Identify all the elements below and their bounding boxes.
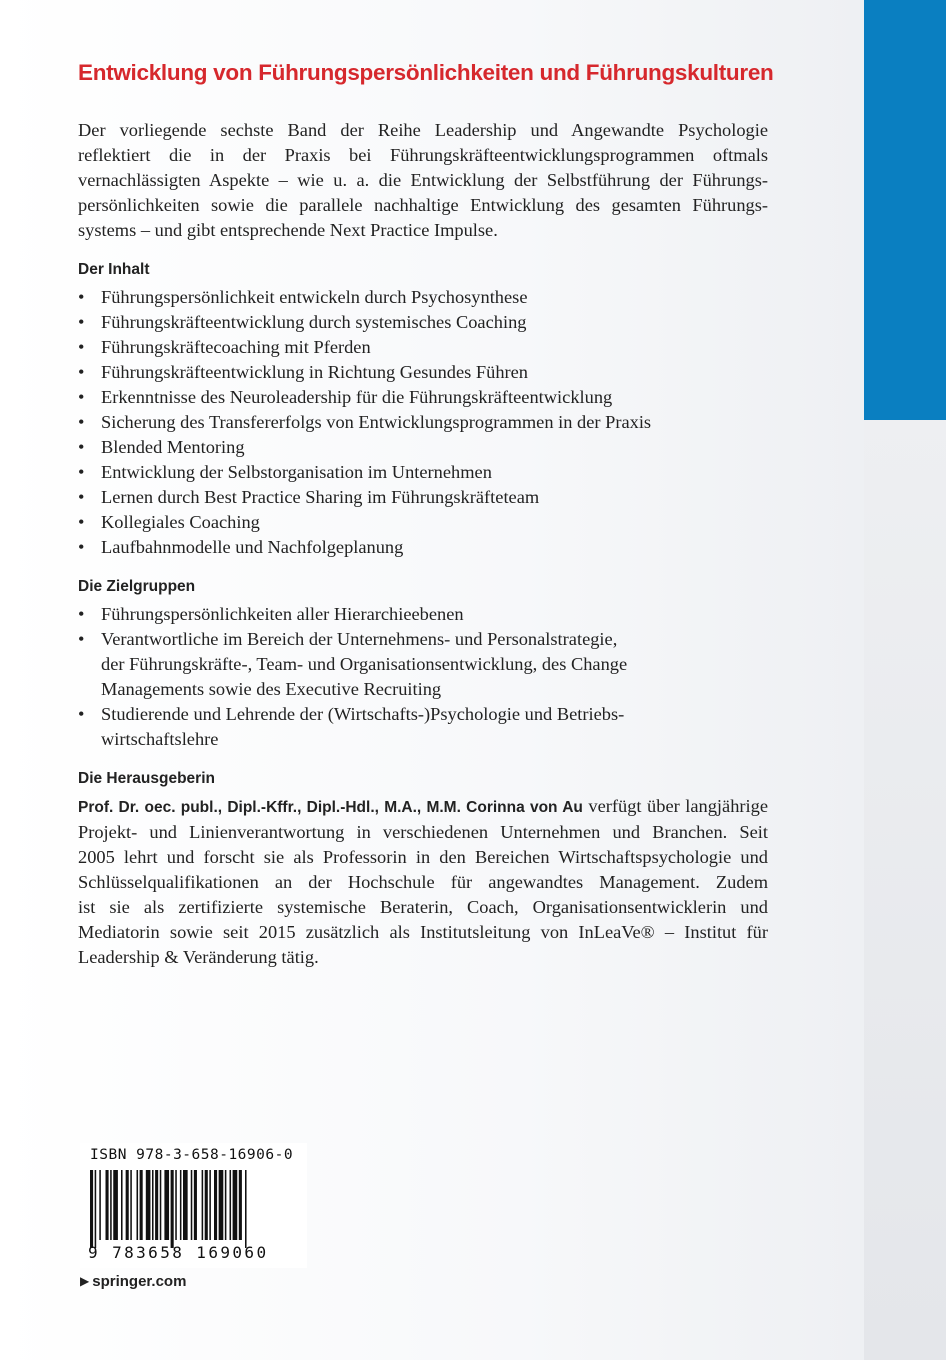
isbn-label: ISBN 978-3-658-16906-0 bbox=[90, 1147, 294, 1163]
barcode-bar bbox=[106, 1170, 109, 1240]
barcode-bar bbox=[233, 1170, 238, 1240]
list-item: • Führungspersönlichkeiten aller Hierarchieebenen bbox=[78, 604, 464, 624]
barcode-bar bbox=[191, 1170, 193, 1240]
zielgruppen-list bbox=[78, 602, 768, 752]
list-item: • Studierende und Lehrende der (Wirtschafts-)Psychologie und Betriebs- wirtschaftslehre bbox=[78, 704, 625, 749]
list-item: • Blended Mentoring bbox=[78, 437, 245, 457]
barcode-bar bbox=[126, 1170, 129, 1240]
barcode-bar bbox=[239, 1170, 242, 1240]
barcode-bar bbox=[155, 1170, 158, 1240]
barcode-bar bbox=[164, 1170, 169, 1240]
barcode-bar bbox=[137, 1170, 139, 1240]
intro-line: Der vorliegende sechste Band der Reihe Leadership und Angewandte Psychologie bbox=[78, 120, 768, 140]
barcode-bar bbox=[180, 1170, 182, 1240]
editor-name: Prof. Dr. oec. publ., Dipl.-Kffr., Dipl.-Hdl., M.A., M.M. Corinna von Au bbox=[78, 799, 583, 816]
barcode-bar bbox=[245, 1170, 247, 1248]
barcode-bar bbox=[90, 1170, 93, 1248]
barcode-bar bbox=[99, 1170, 101, 1240]
list-item: • Erkenntnisse des Neuroleadership für die Führungskräfteentwicklung bbox=[78, 387, 613, 407]
section-heading-inhalt: Der Inhalt bbox=[78, 261, 150, 278]
inhalt-list bbox=[78, 285, 768, 560]
intro-line: persönlichkeiten sowie die parallele nachhaltige Entwicklung des gesamten Führungs- bbox=[78, 195, 768, 215]
intro-line: systems – und gibt entsprechende Next Practice Impulse. bbox=[78, 220, 498, 240]
side-accent-bar bbox=[864, 0, 946, 420]
barcode-bar bbox=[205, 1170, 208, 1240]
barcode-bar bbox=[95, 1170, 97, 1248]
list-item: • Lernen durch Best Practice Sharing im Führungskräfteteam bbox=[78, 487, 540, 507]
barcode-digits: 9 783658 169060 bbox=[88, 1243, 269, 1262]
bio-line: Leadership & Veränderung tätig. bbox=[78, 947, 319, 967]
barcode-bar bbox=[140, 1170, 143, 1240]
barcode-bar bbox=[146, 1170, 151, 1240]
barcode-bar bbox=[113, 1170, 118, 1240]
isbn-barcode bbox=[80, 1143, 307, 1268]
bio-line: Projekt- und Linienverantwortung in verschiedenen Unternehmen und Branchen. Seit bbox=[78, 822, 768, 842]
barcode-bar bbox=[194, 1170, 197, 1240]
publisher-url: springer.com bbox=[92, 1273, 187, 1290]
barcode-bar bbox=[230, 1170, 232, 1240]
list-item: • Führungskräfteentwicklung in Richtung Gesundes Führen bbox=[78, 362, 529, 382]
list-item: • Kollegiales Coaching bbox=[78, 512, 260, 532]
section-heading-zielgruppen: Die Zielgruppen bbox=[78, 578, 196, 595]
barcode-bar bbox=[183, 1170, 188, 1240]
bio-line: 2005 lehrt und forscht sie als Professorin in den Bereichen Wirtschaftspsychologie und bbox=[78, 847, 768, 867]
barcode-bar bbox=[219, 1170, 224, 1240]
list-item: • Entwicklung der Selbstorganisation im Unternehmen bbox=[78, 462, 492, 482]
section-heading-herausgeberin: Die Herausgeberin bbox=[78, 770, 215, 787]
barcode-bar bbox=[121, 1170, 123, 1240]
list-item: • Sicherung des Transfererfolgs von Entwicklungsprogrammen in der Praxis bbox=[78, 412, 652, 432]
intro-paragraph bbox=[78, 118, 768, 243]
barcode-bar bbox=[225, 1170, 227, 1240]
publisher-link[interactable] bbox=[80, 1273, 186, 1290]
barcode-bars bbox=[90, 1170, 296, 1248]
barcode-bar bbox=[171, 1170, 174, 1248]
barcode-bar bbox=[152, 1170, 154, 1240]
back-cover-content bbox=[78, 60, 774, 970]
barcode-bar bbox=[209, 1170, 211, 1240]
barcode-bar bbox=[130, 1170, 132, 1240]
list-item: • Führungskräftecoaching mit Pferden bbox=[78, 337, 371, 357]
barcode-bar bbox=[214, 1170, 217, 1240]
intro-line: reflektiert die in der Praxis bei Führungskräfteentwicklungsprogrammen oftmals bbox=[78, 145, 768, 165]
bio-paragraph bbox=[78, 794, 768, 970]
barcode-bar bbox=[110, 1170, 112, 1240]
barcode-bar bbox=[202, 1170, 204, 1240]
list-item: • Führungskräfteentwicklung durch systemisches Coaching bbox=[78, 312, 527, 332]
bio-line: Schlüsselqualifikationen an der Hochschule für angewandtes Management. Zudem bbox=[78, 872, 768, 892]
list-item: • Verantwortliche im Bereich der Unternehmens- und Personalstrategie, der Führungskräfte-, Team- und Organisationsentwicklung, des Change Managements sowie des Executive Recruiting bbox=[78, 629, 628, 699]
bio-line: Prof. Dr. oec. publ., Dipl.-Kffr., Dipl.-Hdl., M.A., M.M. Corinna von Au verfügt über langjährige bbox=[78, 796, 768, 816]
bio-line: Mediatorin sowie seit 2015 zusätzlich als Institutsleitung von InLeaVe® – Institut für bbox=[78, 922, 768, 942]
intro-line: vernachlässigten Aspekte – wie u. a. die Entwicklung der Selbstführung der Führungs- bbox=[78, 170, 768, 190]
list-item: • Laufbahnmodelle und Nachfolgeplanung bbox=[78, 537, 404, 557]
arrow-right-icon: ▶ bbox=[80, 1274, 90, 1288]
barcode-bar bbox=[175, 1170, 177, 1240]
bio-line: ist sie als zertifizierte systemische Beraterin, Coach, Organisationsentwicklerin und bbox=[78, 897, 768, 917]
list-item: • Führungspersönlichkeit entwickeln durch Psychosynthese bbox=[78, 287, 528, 307]
barcode-bar bbox=[160, 1170, 162, 1240]
book-title: Entwicklung von Führungspersönlichkeiten und Führungskulturen bbox=[78, 60, 774, 85]
